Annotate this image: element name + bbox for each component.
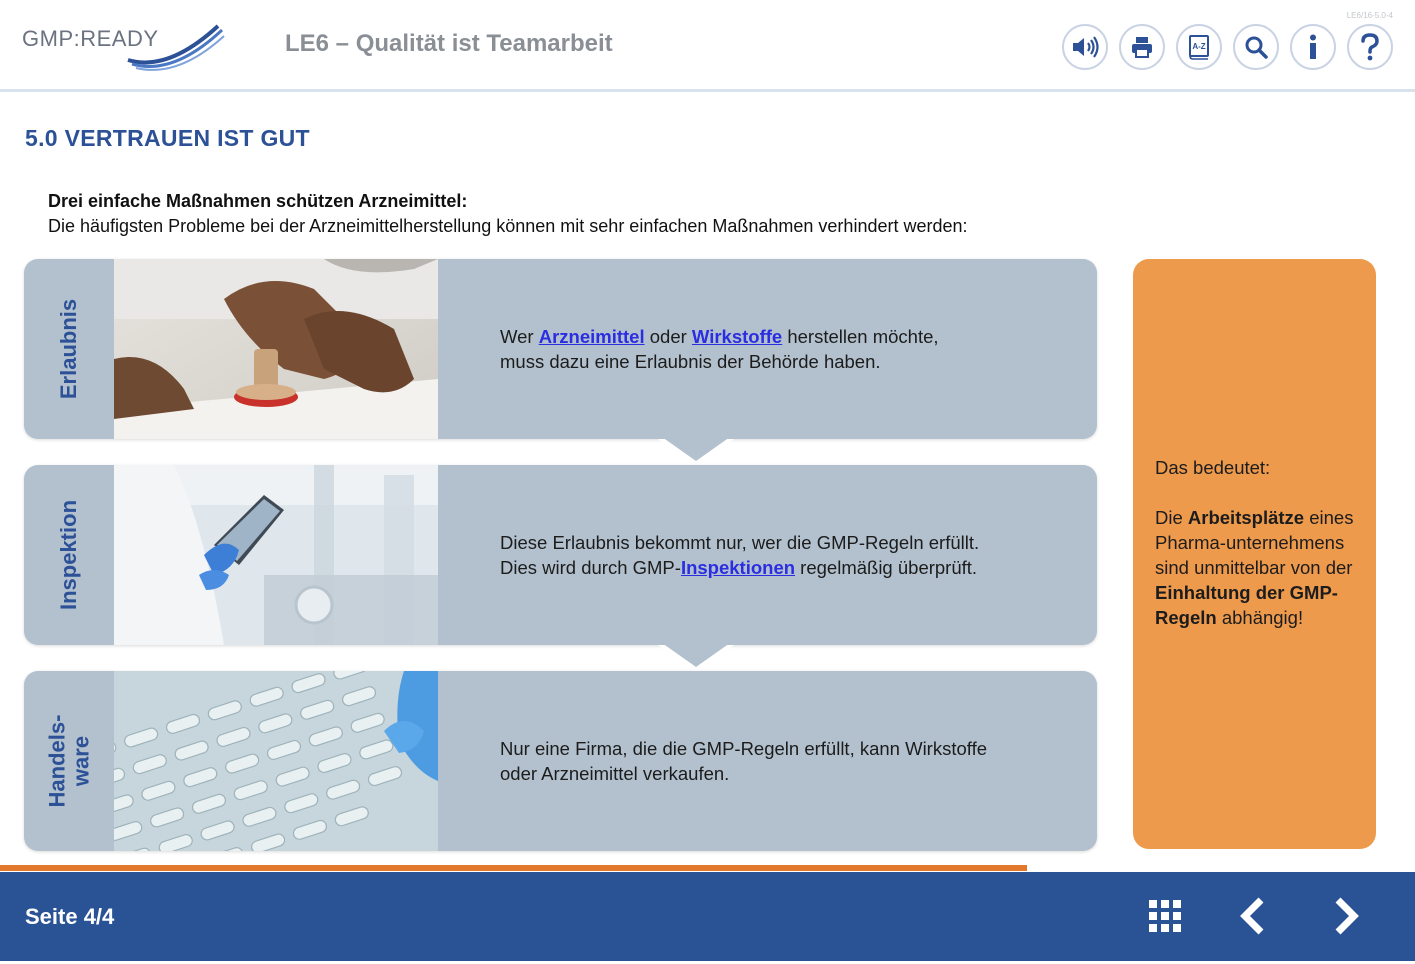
menu-grid-button[interactable] [1141,892,1189,940]
card-label-text: Erlaubnis [56,298,81,400]
step-card-handelsware [24,671,1097,851]
chevron-left-icon [1237,896,1269,936]
text-line: oder Arzneimittel verkaufen. [500,763,730,784]
text-segment: regelmäßig überprüft. [795,557,978,578]
step-card-erlaubnis [24,259,1097,439]
logo-text: GMP:READY [22,26,159,51]
card-label [24,259,114,439]
text-line: Diese Erlaubnis bekommt nur, wer die GMP-Regeln erfüllt. [500,532,980,553]
info-button[interactable] [1290,24,1336,70]
text-segment: Wer [500,326,539,347]
toolbar [1062,24,1393,70]
gmp-ready-logo [22,20,232,74]
text-line: Nur eine Firma, die die GMP-Regeln erfüllt, kann Wirkstoffe [500,738,988,759]
page-counter: Seite 4/4 [25,904,115,929]
search-icon [1244,35,1268,59]
glossary-az-icon [1187,34,1211,60]
header [0,0,1415,92]
intro [48,189,968,239]
search-button[interactable] [1233,24,1279,70]
lab-tablet-photo [114,465,438,645]
text-segment: abhängig! [1216,607,1304,628]
card-notch-inner [662,643,730,667]
text-segment: Dies wird durch GMP- [500,557,681,578]
card-label [24,465,114,645]
progress-bar [0,865,1415,871]
text-segment: Einhaltung der GMP-Regeln [1155,582,1338,628]
previous-page-button[interactable] [1229,892,1277,940]
card-label-text: Handels- ware [44,714,94,808]
card-text-inspektion [500,465,979,645]
page-title: 5.0 VERTRAUEN IST GUT [25,125,310,151]
speaker-icon [1071,35,1099,59]
link-wirkstoffe[interactable]: Wirkstoffe [691,326,783,347]
text-segment: oder [644,326,692,347]
version-code: LE6/16-5.0-4 [1346,11,1393,20]
text-line: muss dazu eine Erlaubnis der Behörde haben. [500,351,881,372]
svg-text:A-Z: A-Z [1192,42,1206,51]
text-segment: herstellen möchte, [782,326,939,347]
summary-text [1155,455,1367,655]
glossary-button[interactable] [1176,24,1222,70]
text-segment: Arbeitsplätze [1187,507,1305,528]
link-arzneimittel[interactable]: Arzneimittel [538,326,645,347]
blister-pack-photo [114,671,438,851]
stamp-photo [114,259,438,439]
progress-fill [0,865,1027,871]
help-button[interactable] [1347,24,1393,70]
summary-body [1155,505,1367,630]
summary-heading: Das bedeutet: [1155,457,1271,478]
module-title: LE6 – Qualität ist Teamarbeit [285,30,613,57]
chevron-right-icon [1330,896,1362,936]
print-button[interactable] [1119,24,1165,70]
card-text-handelsware [500,671,987,851]
card-notch-inner [662,437,730,461]
intro-heading: Drei einfache Maßnahmen schützen Arzneimittel: [48,191,468,211]
text-segment: eines Pharma-unternehmens sind unmittelbar von der [1155,507,1354,578]
audio-button[interactable] [1062,24,1108,70]
logo-swoosh-icon [118,20,228,74]
info-icon [1307,34,1319,60]
text-segment: Die [1155,507,1188,528]
summary-box [1133,259,1376,849]
intro-text: Die häufigsten Probleme bei der Arzneimittelherstellung können mit sehr einfachen Maßnahmen verhindert werden: [48,216,968,236]
help-icon [1360,33,1380,61]
grid-menu-icon [1147,898,1183,934]
card-label-text: Inspektion [56,499,82,611]
card-label [24,671,114,851]
printer-icon [1130,35,1154,59]
footer [0,872,1415,961]
next-page-button[interactable] [1322,892,1370,940]
card-text-erlaubnis [500,259,939,439]
step-card-inspektion [24,465,1097,645]
link-inspektionen[interactable]: Inspektionen [680,557,796,578]
